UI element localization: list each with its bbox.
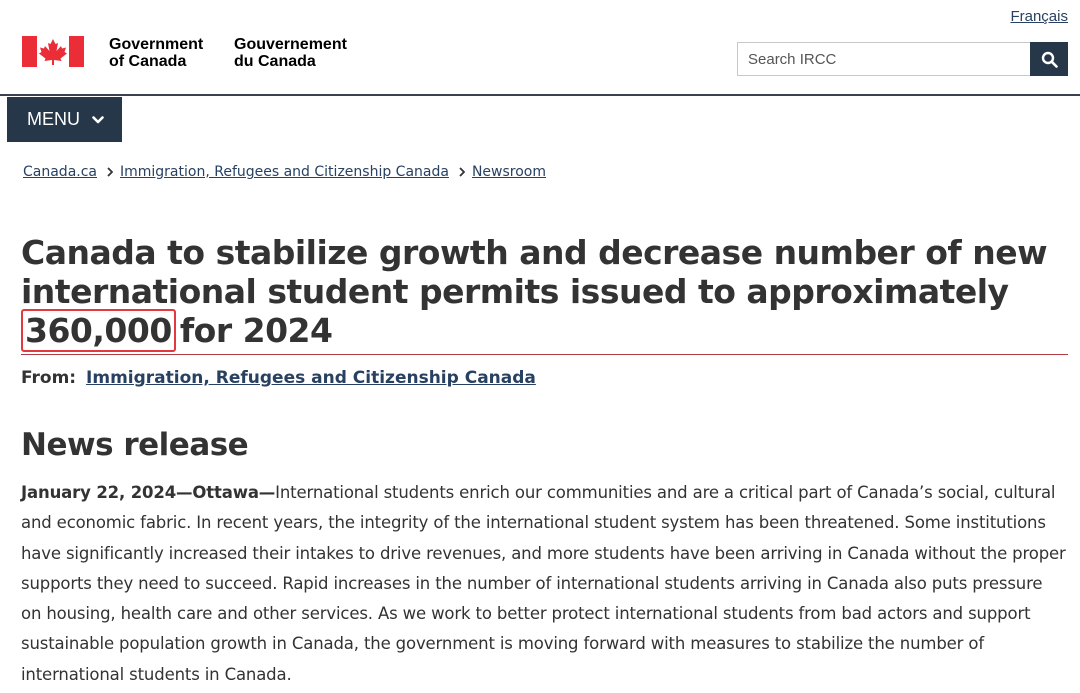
breadcrumb: [23, 164, 546, 180]
header-divider: [0, 94, 1080, 96]
from-label: From:: [21, 368, 77, 388]
highlighted-number: 360,000: [21, 309, 176, 352]
chevron-right-icon: [107, 167, 113, 177]
wordmark-fr-line1: Gouvernement: [234, 36, 347, 53]
section-heading: News release: [21, 427, 249, 463]
news-release-paragraph: [21, 478, 1066, 690]
search-input[interactable]: [737, 42, 1030, 76]
title-text-part2: for 2024: [179, 311, 333, 350]
chevron-right-icon: [459, 167, 465, 177]
menu-label: MENU: [27, 109, 80, 129]
dateline: January 22, 2024—Ottawa—: [21, 483, 276, 502]
wordmark-fr-line2: du Canada: [234, 53, 316, 70]
breadcrumb-item-newsroom[interactable]: Newsroom: [471, 164, 546, 180]
title-text-part1: Canada to stabilize growth and decrease number of new international student permits issued to approximately: [21, 233, 1048, 311]
search-icon: [1041, 51, 1058, 68]
title-divider: [21, 354, 1068, 355]
menu-button[interactable]: [7, 97, 122, 142]
language-toggle-link[interactable]: Français: [1010, 8, 1068, 25]
wordmark-en-line1: Government: [109, 36, 204, 53]
wordmark-en-line2: of Canada: [109, 53, 187, 70]
page-title: [21, 233, 1061, 350]
breadcrumb-item-ircc[interactable]: Immigration, Refugees and Citizenship Canada: [120, 164, 449, 180]
release-body: International students enrich our communities and are a critical part of Canada’s social, cultural and economic fabric. In recent years, the integrity of the international student system has been threatened. Some institutions have significantly increased their intakes to drive revenues, and more students have been arriving in Canada without the proper supports they need to succeed. Rapid increases in the number of international students arriving in Canada also puts pressure on housing, health care and other services. As we work to better protect international students from bad actors and support sustainable population growth in Canada, the government is moving forward with measures to stabilize the number of international students in Canada.: [21, 483, 1066, 684]
from-department-link[interactable]: Immigration, Refugees and Citizenship Canada: [86, 368, 536, 388]
from-line: [21, 368, 536, 388]
breadcrumb-item-canada-ca[interactable]: Canada.ca: [23, 164, 97, 180]
canada-flag-icon: [22, 36, 84, 67]
chevron-down-icon: [92, 116, 104, 124]
government-of-canada-signature[interactable]: [22, 36, 347, 70]
search-form: [737, 42, 1068, 76]
search-button[interactable]: [1030, 42, 1068, 76]
